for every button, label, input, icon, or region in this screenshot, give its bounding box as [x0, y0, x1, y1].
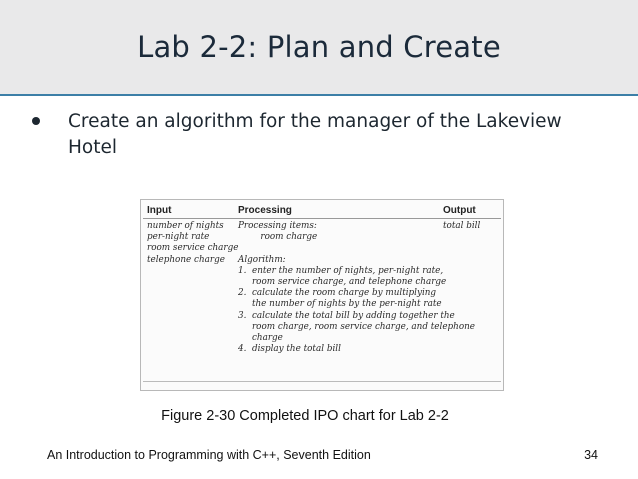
input-column-header: Input	[147, 205, 172, 216]
bullet-marker	[32, 117, 40, 125]
page-number: 34	[584, 448, 598, 462]
slide-title: Lab 2-2: Plan and Create	[137, 30, 501, 64]
processing-items: Processing items: room charge Algorithm: 1. enter the number of nights, per-night rate, room service charge, and telephone charge 2. calculate the room charge by multiplying the number of nights by the per-night rate 3. calculate the total bill by adding together the room charge, room service charge, and telephone charge 4. display the total bill	[238, 221, 475, 355]
output-items: total bill	[443, 221, 481, 231]
input-items: number of nights per-night rate room service charge telephone charge	[147, 221, 239, 265]
header-divider	[143, 218, 501, 219]
bullet-text: Create an algorithm for the manager of the Lakeview Hotel	[68, 111, 562, 158]
footer-book-title: An Introduction to Programming with C++, Seventh Edition	[47, 448, 371, 462]
output-column-header: Output	[443, 205, 476, 216]
bottom-divider	[143, 381, 501, 382]
processing-column-header: Processing	[238, 205, 292, 216]
ipo-chart-figure	[140, 199, 504, 391]
figure-caption: Figure 2-30 Completed IPO chart for Lab 2-2	[161, 408, 449, 424]
